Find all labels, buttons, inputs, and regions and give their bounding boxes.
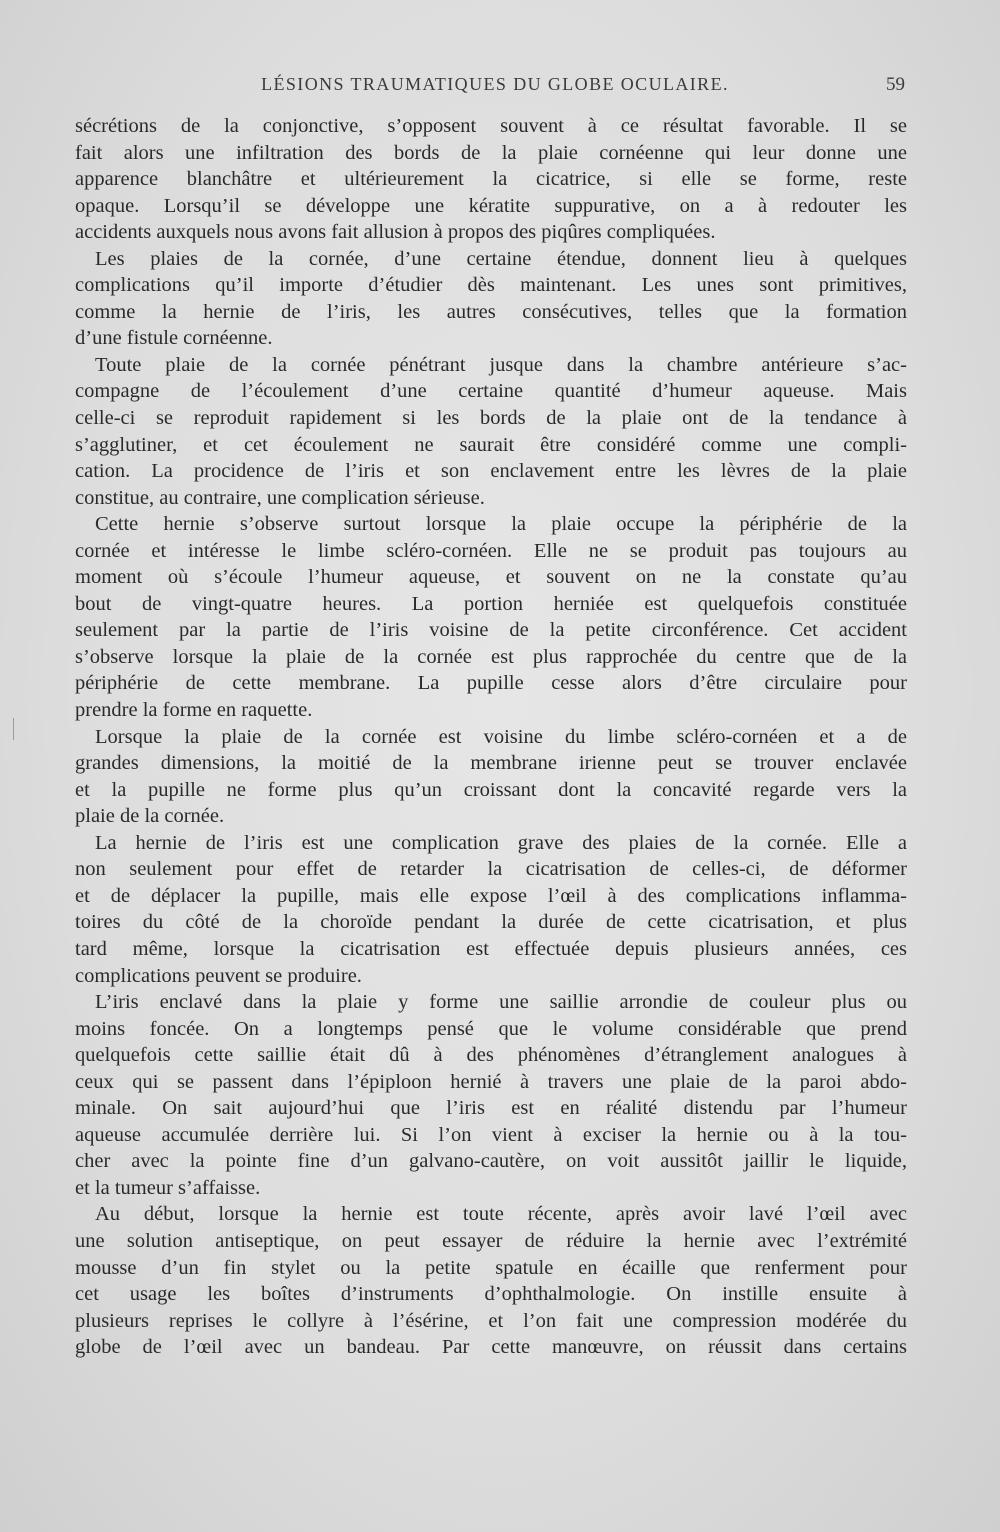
text-line: grandes dimensions, la moitié de la membrane irienne peut se trouver enclavée (75, 752, 907, 775)
text-line: mousse d’un fin stylet ou la petite spatule en écaille que renferment pour (75, 1256, 907, 1279)
text-line: aqueuse accumulée derrière lui. Si l’on vient à exciser la hernie ou à la tou- (75, 1123, 907, 1146)
text-line: bout de vingt-quatre heures. La portion herniée est quelquefois constituée (75, 592, 907, 615)
text-line: globe de l’œil avec un bandeau. Par cette manœuvre, on réussit dans certains (75, 1336, 907, 1359)
text-line: ceux qui se passent dans l’épiploon hernié à travers une plaie de la paroi abdo- (75, 1070, 907, 1093)
text-line: s’observe lorsque la plaie de la cornée est plus rapprochée du centre que de la (75, 645, 907, 668)
text-line: cation. La procidence de l’iris et son enclavement entre les lèvres de la plaie (75, 460, 907, 483)
text-line: non seulement pour effet de retarder la cicatrisation de celles-ci, de déformer (75, 858, 907, 881)
text-line: plusieurs reprises le collyre à l’ésérine, et l’on fait une compression modérée du (75, 1309, 907, 1332)
text-line: et de déplacer la pupille, mais elle expose l’œil à des complications inflamma- (75, 884, 907, 907)
text-line: apparence blanchâtre et ultérieurement la cicatrice, si elle se forme, reste (75, 168, 907, 191)
text-line: moment où s’écoule l’humeur aqueuse, et souvent on ne la constate qu’au (75, 566, 907, 589)
text-line: cornée et intéresse le limbe scléro-cornéen. Elle ne se produit pas toujours au (75, 539, 907, 562)
text-line: prendre la forme en raquette. (75, 699, 313, 722)
text-line: une solution antiseptique, on peut essayer de réduire la hernie avec l’extrémité (75, 1229, 907, 1252)
text-line: opaque. Lorsqu’il se développe une kératite suppurative, on a à redouter les (75, 194, 907, 217)
running-title: LÉSIONS TRAUMATIQUES DU GLOBE OCULAIRE. (261, 74, 729, 94)
text-line: tard même, lorsque la cicatrisation est effectuée depuis plusieurs années, ces (75, 937, 907, 960)
text-line: toires du côté de la choroïde pendant la durée de cette cicatrisation, et plus (75, 911, 907, 934)
text-line: complications peuvent se produire. (75, 964, 362, 987)
text-line: minale. On sait aujourd’hui que l’iris est en réalité distendu par l’humeur (75, 1097, 907, 1120)
text-line: et la pupille ne forme plus qu’un croissant dont la concavité regarde vers la (75, 778, 907, 801)
text-line: celle-ci se reproduit rapidement si les bords de la plaie ont de la tendance à (75, 407, 907, 430)
page-number: 59 (886, 74, 905, 95)
text-line: moins foncée. On a longtemps pensé que le volume considérable que prend (75, 1017, 907, 1040)
page-header (75, 74, 905, 104)
text-line: La hernie de l’iris est une complication grave des plaies de la cornée. Elle a (95, 831, 907, 854)
text-line: complications qu’il importe d’étudier dès maintenant. Les unes sont primitives, (75, 274, 907, 297)
text-line: accidents auxquels nous avons fait allusion à propos des piqûres compliquées. (75, 221, 716, 244)
text-line: seulement par la partie de l’iris voisine de la petite circonférence. Cet accident (75, 619, 907, 642)
text-line: Les plaies de la cornée, d’une certaine étendue, donnent lieu à quelques (95, 247, 907, 270)
body-text (75, 113, 907, 1361)
text-line: s’agglutiner, et cet écoulement ne saurait être considéré comme une compli- (75, 433, 907, 456)
text-line: Toute plaie de la cornée pénétrant jusque dans la chambre antérieure s’ac- (95, 353, 907, 376)
text-line: quelquefois cette saillie était dû à des phénomènes d’étranglement analogues à (75, 1044, 907, 1067)
text-line: cet usage les boîtes d’instruments d’ophthalmologie. On instille ensuite à (75, 1283, 907, 1306)
text-line: L’iris enclavé dans la plaie y forme une saillie arrondie de couleur plus ou (95, 991, 907, 1014)
text-line: constitue, au contraire, une complication sérieuse. (75, 486, 485, 509)
text-line: Lorsque la plaie de la cornée est voisine du limbe scléro-cornéen et a de (95, 725, 907, 748)
text-line: Au début, lorsque la hernie est toute récente, après avoir lavé l’œil avec (95, 1203, 907, 1226)
text-line: compagne de l’écoulement d’une certaine quantité d’humeur aqueuse. Mais (75, 380, 907, 403)
text-line: fait alors une infiltration des bords de la plaie cornéenne qui leur donne une (75, 141, 907, 164)
text-line: plaie de la cornée. (75, 805, 225, 828)
text-line: cher avec la pointe fine d’un galvano-cautère, on voit aussitôt jaillir le liquide, (75, 1150, 907, 1173)
text-line: périphérie de cette membrane. La pupille cesse alors d’être circulaire pour (75, 672, 907, 695)
text-line: comme la hernie de l’iris, les autres consécutives, telles que la formation (75, 300, 907, 323)
text-line: et la tumeur s’affaisse. (75, 1176, 261, 1199)
text-line: sécrétions de la conjonctive, s’opposent souvent à ce résultat favorable. Il se (75, 115, 907, 137)
text-line: Cette hernie s’observe surtout lorsque la plaie occupe la périphérie de la (95, 513, 907, 536)
margin-mark (13, 718, 14, 740)
text-line: d’une fistule cornéenne. (75, 327, 273, 350)
